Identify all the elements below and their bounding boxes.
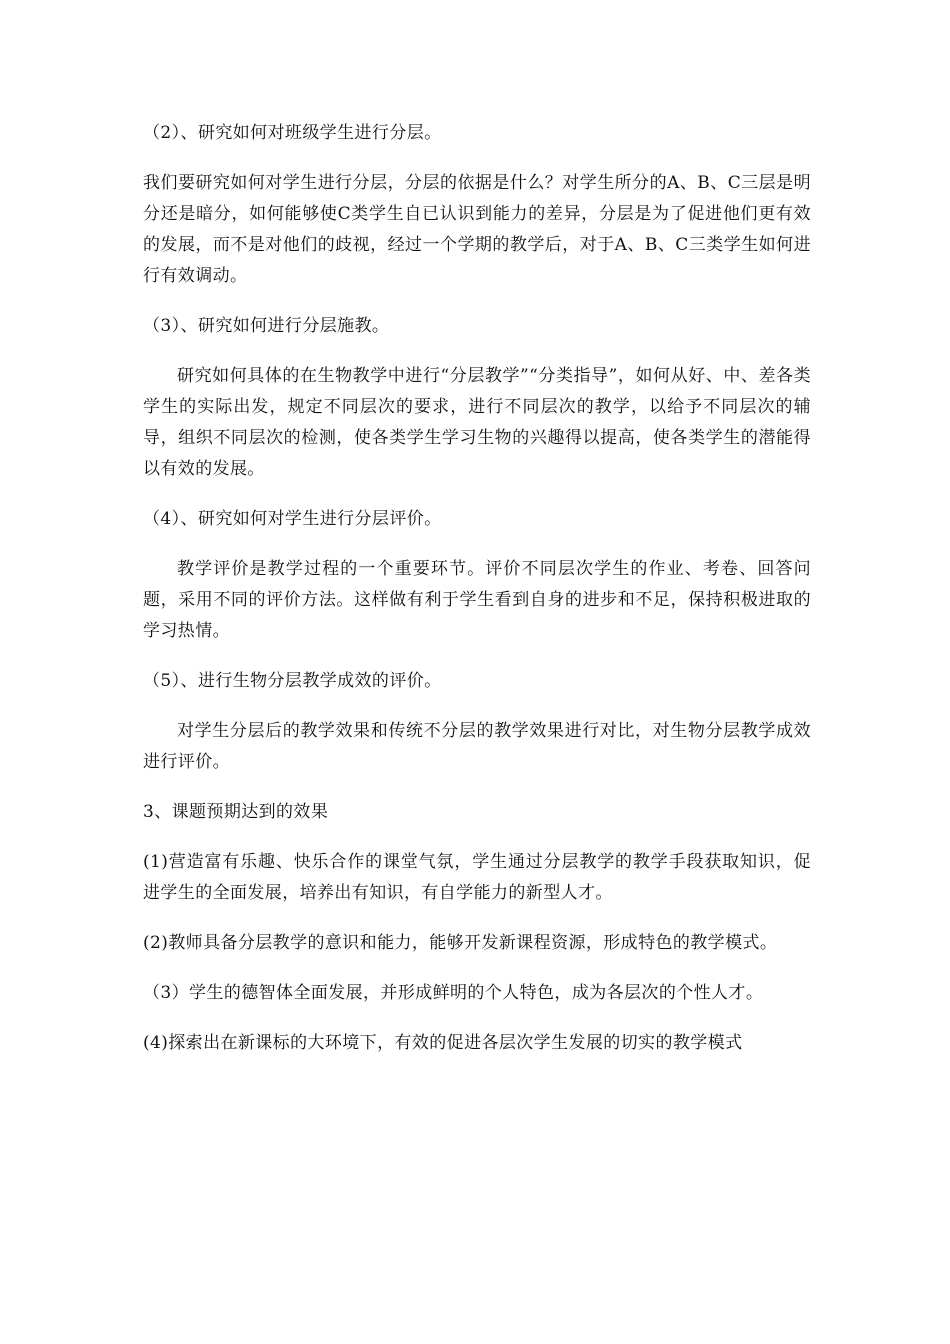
expected-effect-item-3: （3）学生的德智体全面发展，并形成鲜明的个人特色，成为各层次的个性人才。 [143,983,764,1003]
paragraph-layering-students: 我们要研究如何对学生进行分层，分层的依据是什么？对学生所分的A、B、C三层是明分还是暗分，如何能够使C类学生自已认识到能力的差异，分层是为了促进他们更有效的发展，而不是对他们的歧视，经过一个学期的教学后，对于A、B、C三类学生如何进行有效调动。 [143,173,811,286]
document-page [143,118,811,1078]
section-heading-expected-effects: 3、课题预期达到的效果 [143,802,329,822]
subheading-layered-teaching: （3）、研究如何进行分层施教。 [143,316,390,336]
paragraph-layered-teaching: 研究如何具体的在生物教学中进行“分层教学”“分类指导”，如何从好、中、差各类学生的实际出发，规定不同层次的要求，进行不同层次的教学，以给予不同层次的辅导，组织不同层次的检测，使各类学生学习生物的兴趣得以提高，使各类学生的潜能得以有效的发展。 [143,366,811,479]
subheading-effectiveness-evaluation: （5）、进行生物分层教学成效的评价。 [143,671,442,691]
subheading-layered-evaluation: （4）、研究如何对学生进行分层评价。 [143,509,442,529]
expected-effect-item-2: (2)教师具备分层教学的意识和能力，能够开发新课程资源，形成特色的教学模式。 [143,933,778,953]
expected-effect-item-4: (4)探索出在新课标的大环境下，有效的促进各层次学生发展的切实的教学模式 [143,1033,743,1053]
paragraph-effectiveness-evaluation: 对学生分层后的教学效果和传统不分层的教学效果进行对比，对生物分层教学成效进行评价。 [143,721,811,772]
expected-effect-item-1: (1)营造富有乐趣、快乐合作的课堂气氛，学生通过分层教学的教学手段获取知识，促进学生的全面发展，培养出有知识，有自学能力的新型人才。 [143,852,811,903]
paragraph-layered-evaluation: 教学评价是教学过程的一个重要环节。评价不同层次学生的作业、考卷、回答问题，采用不同的评价方法。这样做有利于学生看到自身的进步和不足，保持积极进取的学习热情。 [143,559,811,641]
subheading-layering-students: （2）、研究如何对班级学生进行分层。 [143,123,442,143]
